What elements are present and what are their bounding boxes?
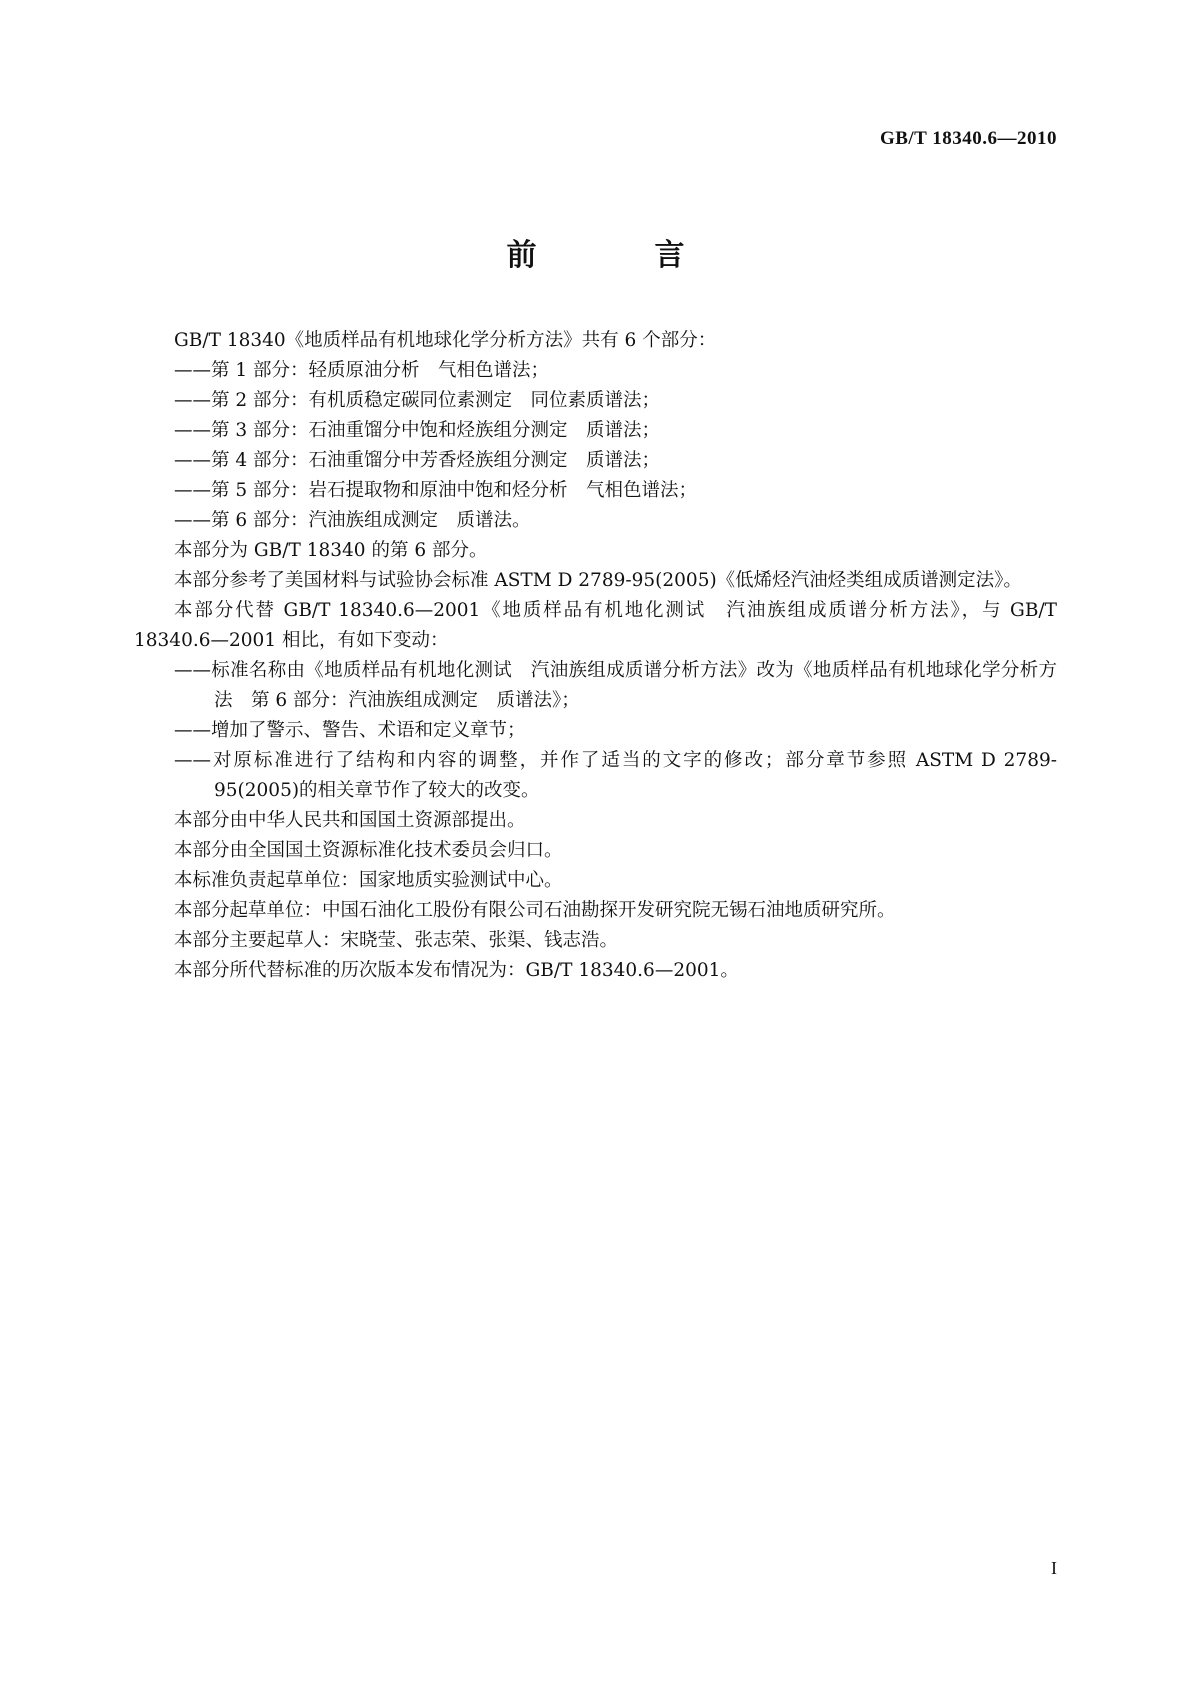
list-item: ——第 6 部分：汽油族组成测定 质谱法。 [174, 510, 531, 531]
paragraph: 本部分为 GB/T 18340 的第 6 部分。 [174, 540, 488, 561]
paragraph: 本部分起草单位：中国石油化工股份有限公司石油勘探开发研究院无锡石油地质研究所。 [174, 900, 896, 921]
page-number: I [1051, 1558, 1057, 1578]
foreword-body [134, 326, 1057, 986]
paragraph: 本部分由中华人民共和国国土资源部提出。 [174, 810, 526, 831]
paragraph: 本部分参考了美国材料与试验协会标准 ASTM D 2789-95(2005)《低烯烃汽油烃类组成质谱测定法》。 [174, 570, 1022, 591]
list-item: ——第 2 部分：有机质稳定碳同位素测定 同位素质谱法； [174, 390, 661, 411]
standard-number: GB/T 18340.6—2010 [879, 128, 1057, 149]
list-item: ——对原标准进行了结构和内容的调整，并作了适当的文字的修改；部分章节参照 ASTM D 2789-95(2005)的相关章节作了较大的改变。 [174, 750, 1057, 801]
list-item: ——第 1 部分：轻质原油分析 气相色谱法； [174, 360, 550, 381]
list-item: ——标准名称由《地质样品有机地化测试 汽油族组成质谱分析方法》改为《地质样品有机地球化学分析方法 第 6 部分：汽油族组成测定 质谱法》； [174, 660, 1057, 711]
list-item: ——增加了警示、警告、术语和定义章节； [174, 720, 526, 741]
paragraph: 本部分主要起草人：宋晓莹、张志荣、张渠、钱志浩。 [174, 930, 619, 951]
paragraph: 本部分由全国国土资源标准化技术委员会归口。 [174, 840, 563, 861]
paragraph: GB/T 18340《地质样品有机地球化学分析方法》共有 6 个部分： [174, 330, 717, 351]
list-item: ——第 3 部分：石油重馏分中饱和烃族组分测定 质谱法； [174, 420, 661, 441]
paragraph: 本标准负责起草单位：国家地质实验测试中心。 [174, 870, 563, 891]
paragraph: 本部分所代替标准的历次版本发布情况为：GB/T 18340.6—2001。 [174, 960, 739, 981]
list-item: ——第 5 部分：岩石提取物和原油中饱和烃分析 气相色谱法； [174, 480, 698, 501]
page-title: 前 言 [506, 238, 729, 273]
paragraph: 本部分代替 GB/T 18340.6—2001《地质样品有机地化测试 汽油族组成质谱分析方法》，与 GB/T 18340.6—2001 相比，有如下变动： [134, 600, 1057, 651]
list-item: ——第 4 部分：石油重馏分中芳香烃族组分测定 质谱法； [174, 450, 661, 471]
